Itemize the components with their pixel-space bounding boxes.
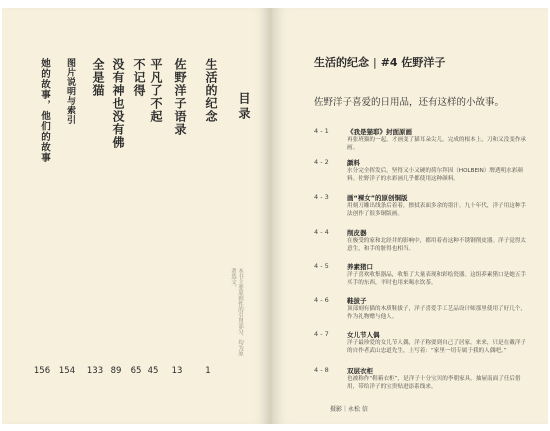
entry-description: 洋子喜欢收集器品，收集了大量表现和彩绘瓷器。这组养素猪口是她五手买手的东西，平时也用来喝水饮茶。: [347, 272, 527, 286]
toc-page-number: 154: [58, 366, 76, 376]
entry-title: 《我是猫耶》封面原画: [347, 128, 412, 136]
entry-number: 4 - 2: [314, 158, 329, 166]
entry-number: 4 - 3: [314, 193, 329, 201]
toc-heading: 目录: [237, 92, 251, 122]
section-heading: [314, 54, 445, 70]
toc-item-title[interactable]: 生活的纪念: [204, 58, 218, 123]
toc-page-number: 13: [171, 366, 183, 376]
entry-description: 水分完全挥发后，坚得又小又硬的荷尔拜因（HOLBEIN）牌透明水彩颜料。佐野洋子的水彩画几乎都使用这种颜料。: [347, 168, 523, 182]
entry-title: 女儿节人偶: [347, 331, 380, 339]
toc-footnote: 本书主要原则性的引用部分，均为原著选文。: [230, 268, 243, 356]
entry-title: 双层衣柜: [347, 367, 373, 375]
entry-number: 4 - 5: [314, 262, 329, 270]
toc-page-number: 45: [147, 366, 159, 376]
toc-item-title[interactable]: 全是猫: [91, 58, 105, 97]
entry-number: 4 - 1: [314, 127, 329, 135]
entry-number: 4 - 4: [314, 228, 329, 236]
entry-number: 4 - 8: [314, 366, 329, 374]
toc-page-number: 156: [33, 366, 51, 376]
entry-number: 4 - 6: [314, 296, 329, 304]
entry-number: 4 - 7: [314, 330, 329, 338]
entry-description: 洋子最珍爱的女儿节人偶，洋子称要到自己了居家。来来，只是在戴洋子的自作者武山忠道先生，上写着：“家里一切专属于我的人偶吧。”: [347, 340, 527, 354]
toc-item-title[interactable]: 平凡了不起: [149, 58, 163, 123]
entry-title: 养素猪口: [347, 263, 373, 271]
heading-divider: |: [373, 56, 377, 69]
entry-title: 鞋拔子: [347, 297, 367, 305]
entry-description: 顶部刻有猫的木质鞋拔子，洋子喜爱手工艺品设计师那里使用了好几个，作为礼物赠与他人。: [347, 306, 527, 320]
toc-item-title[interactable]: 不记得: [132, 58, 146, 97]
toc-page-number: 65: [130, 366, 142, 376]
toc-item-title[interactable]: 没有神也没有佛: [111, 58, 125, 149]
toc-page-number: 133: [86, 366, 104, 376]
photo-credit: 摄影｜永松 信: [330, 406, 368, 413]
section-intro: 佐野洋子喜爱的日用品，还有这样的小故事。: [314, 97, 505, 108]
entry-description: 用刻刀雕出线条后着着，擦拭表面多余的墨汁。九十年代，洋子用这种手法创作了很多铜版画。: [347, 203, 527, 217]
toc-page-number: 89: [110, 366, 122, 376]
toc-page-number: 1: [205, 366, 211, 376]
entry-title: 颜料: [347, 159, 360, 167]
toc-item-title[interactable]: 图片说明与索引: [65, 58, 75, 125]
section-title: 生活的纪念: [314, 56, 369, 69]
entry-description: 也被称作“鞋箱衣柜”，是洋子十分宝贝的李朝家具。抽屉南面了任后借用，带给洋子的宝贵贴进添系线来。: [347, 376, 521, 390]
section-tag: #4 佐野洋子: [380, 56, 446, 69]
toc-item-title[interactable]: 佐野洋子语录: [173, 58, 187, 136]
entry-title: 画“裸女”的原创铜版: [347, 194, 408, 202]
entry-title: 削皮器: [347, 229, 367, 237]
entry-description: 在极受的家和北经井的影响中，都用着看这种不锈钢削皮器。洋子觉得太意生，和手的脏得也相当。: [347, 238, 527, 252]
entry-description: 再张班猫的一起，才画变了猫耳朵尖儿。完成的根本上，刀和又没变作承画。: [347, 137, 527, 151]
toc-item-title[interactable]: 她的故事，他们的故事: [39, 58, 50, 163]
